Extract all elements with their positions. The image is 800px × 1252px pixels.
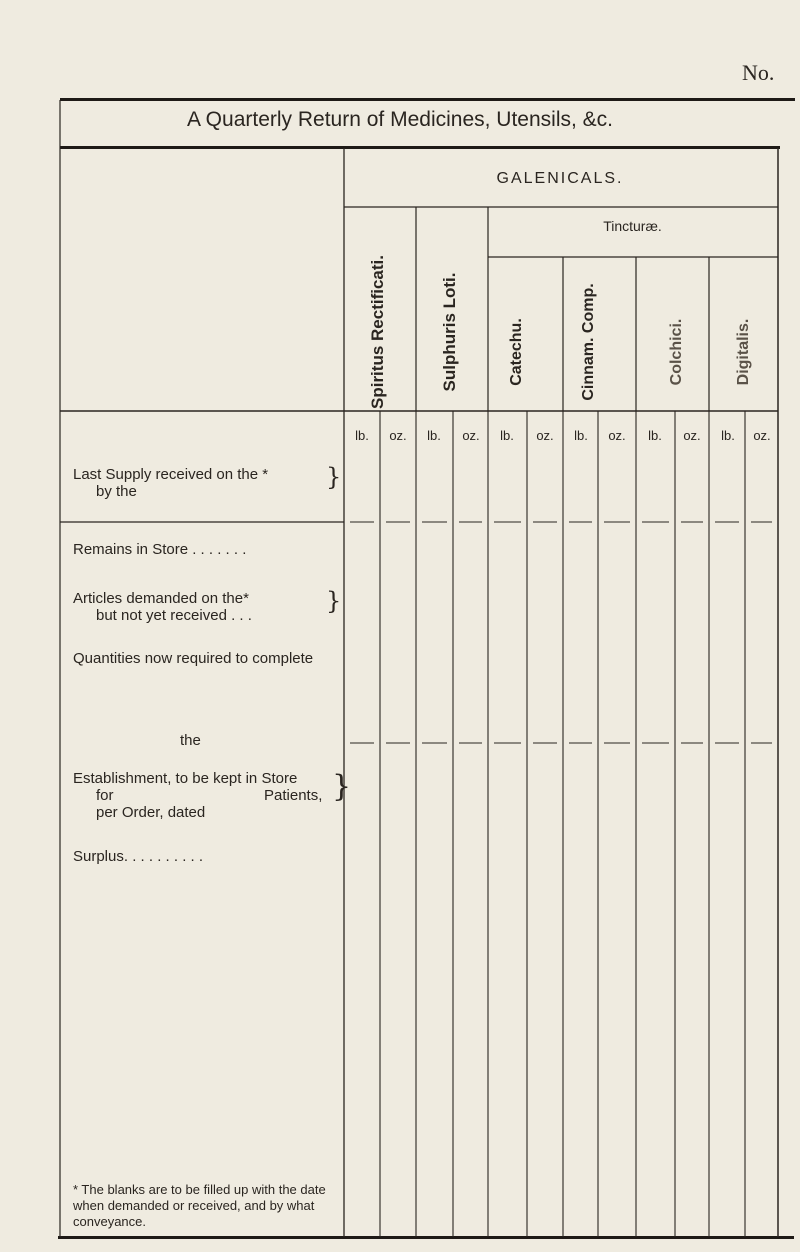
unit-lb: lb. (500, 428, 514, 443)
brace-icon: } (332, 769, 352, 804)
return-number-label: No. (742, 60, 775, 85)
unit-lb: lb. (574, 428, 588, 443)
row-label-by-the: by the (96, 483, 137, 500)
footnote: * The blanks are to be filled up with the date when demanded or received, and by what conveyance. (73, 1182, 326, 1229)
row-label-patients: Patients, (264, 787, 323, 804)
row-label-establishment: Establishment, to be kept in Store (73, 770, 298, 787)
column-header-sulphuris: Sulphuris Loti. (440, 272, 459, 392)
row-label-per-order: per Order, dated (96, 804, 206, 821)
galenicals-header: GALENICALS. (496, 170, 624, 187)
row-label-quantities: Quantities now required to complete (73, 650, 314, 667)
row-label-the: the (180, 732, 201, 749)
unit-oz: oz. (462, 428, 480, 443)
column-header-catechu: Catechu. (508, 318, 525, 386)
unit-lb: lb. (648, 428, 662, 443)
document-title: A Quarterly Return of Medicines, Utensils, &c. (187, 108, 613, 131)
unit-lb: lb. (427, 428, 441, 443)
column-header-cinnam: Cinnam. Comp. (580, 283, 597, 401)
row-label-not-received: but not yet received . . . (96, 607, 252, 624)
unit-oz: oz. (389, 428, 407, 443)
brace-icon: } (326, 587, 342, 615)
column-header-spiritus: Spiritus Rectificati. (368, 255, 387, 409)
unit-lb: lb. (355, 428, 369, 443)
brace-icon: } (326, 463, 342, 491)
unit-oz: oz. (608, 428, 626, 443)
row-label-last-supply: Last Supply received on the * (73, 466, 269, 483)
row-label-demanded: Articles demanded on the* (73, 590, 249, 607)
row-label-surplus: Surplus. . . . . . . . . . (73, 848, 204, 865)
unit-oz: oz. (683, 428, 701, 443)
row-label-for: for (96, 787, 114, 804)
unit-oz: oz. (753, 428, 771, 443)
column-header-colchici: Colchici. (668, 318, 685, 386)
row-label-remains: Remains in Store . . . . . . . (73, 541, 247, 558)
column-header-digitalis: Digitalis. (735, 318, 752, 386)
unit-lb: lb. (721, 428, 735, 443)
unit-oz: oz. (536, 428, 554, 443)
tincturae-header: Tincturæ. (603, 218, 662, 234)
